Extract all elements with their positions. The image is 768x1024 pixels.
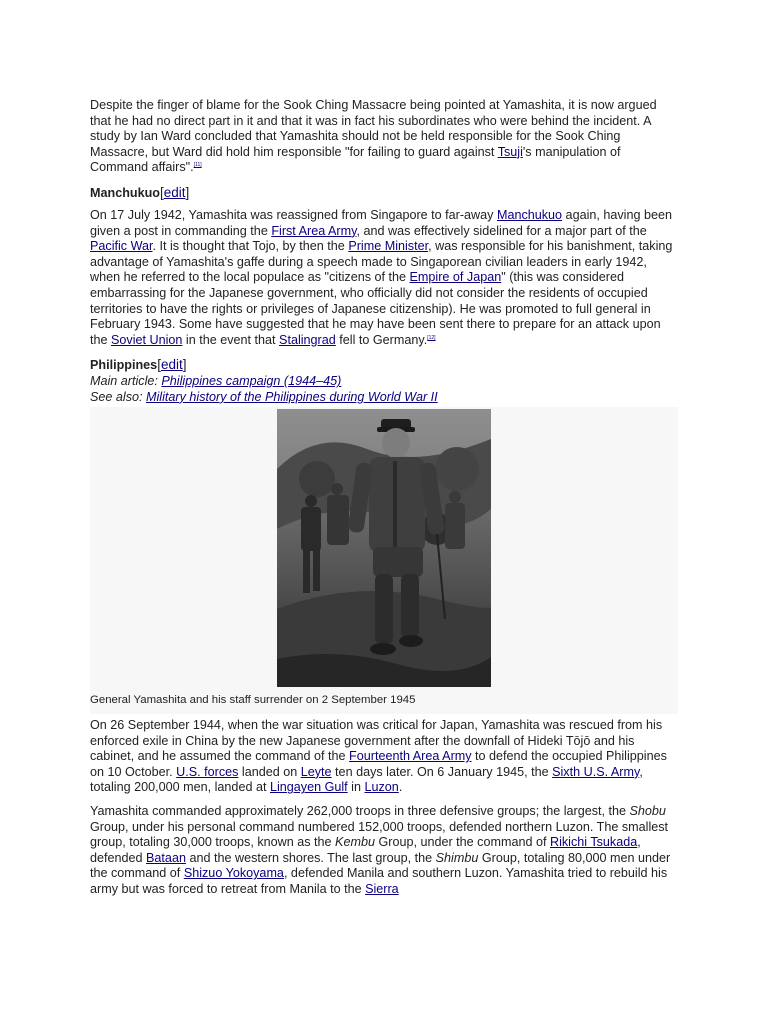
text-run: On 26 September 1944, when the war situation was critical for Japan, Yamashita was rescued from his enforced exile in China by the new Japanese government after the downfall of Hideki Tōjō and his cabinet, and he assumed the command of the	[90, 718, 663, 764]
text-run: and the western shores. The last group, the	[185, 850, 436, 865]
see-also-note	[90, 390, 680, 406]
link-first-area-army[interactable]: First Area Army	[271, 223, 357, 238]
heading-text: Manchukuo	[90, 185, 160, 200]
text-run: , totaling 200,000 men, landed at	[90, 764, 643, 795]
text-run: in	[347, 780, 365, 795]
yamashita-surrender-photo[interactable]	[277, 409, 491, 687]
text-run: Despite the finger of blame for the Sook Ching Massacre being pointed at Yamashita, it is now argued that he had no direct part in it and that it was in fact his subordinates who were behind the incident. A study by Ian Ward concluded that Yamashita should not be held responsible for the Sook Ching Massacre, but Ward did hold him responsible "for failing to guard against	[90, 98, 657, 159]
link-empire-of-japan[interactable]: Empire of Japan	[409, 270, 502, 285]
text-run: Yamashita commanded approximately 262,000 troops in three defensive groups; the largest, the	[90, 804, 630, 819]
text-run: , defended	[90, 835, 641, 865]
link-bataan[interactable]: Bataan	[146, 850, 186, 865]
text-run: in the event that	[182, 332, 280, 347]
edit-link-philippines[interactable]: edit	[160, 357, 183, 373]
text-run: landed on	[238, 764, 301, 779]
link-luzon[interactable]: Luzon	[364, 780, 399, 795]
edit-section	[160, 185, 189, 200]
heading-manchukuo	[90, 184, 680, 202]
link-philippines-campaign[interactable]: Philippines campaign (1944–45)	[161, 374, 342, 389]
link-us-forces[interactable]: U.S. forces	[176, 764, 239, 779]
link-shizuo-yokoyama[interactable]: Shizuo Yokoyama	[183, 866, 284, 881]
link-sixth-us-army[interactable]: Sixth U.S. Army	[552, 764, 640, 779]
edit-link-manchukuo[interactable]: edit	[163, 184, 186, 200]
philippines-paragraph-1	[90, 718, 680, 796]
text-run: fell to Germany.	[335, 332, 428, 347]
text-run: , was responsible for his banishment, taking advantage of Yamashita's gaffe during a speech made to Singaporean civilian leaders in early 1942, when he referred to the local populace as "citizens of the	[90, 239, 673, 285]
main-article-note	[90, 374, 680, 390]
link-prime-minister[interactable]: Prime Minister	[348, 239, 429, 254]
link-stalingrad[interactable]: Stalingrad	[279, 332, 336, 347]
link-soviet-union[interactable]: Soviet Union	[111, 332, 183, 347]
link-rikichi-tsukada[interactable]: Rikichi Tsukada	[549, 835, 638, 850]
text-run: , defended Manila and southern Luzon. Yamashita tried to rebuild his army but was forced to retreat from Manila to the	[90, 866, 668, 897]
intro-paragraph	[90, 98, 680, 176]
bracket: ]	[182, 357, 187, 373]
link-tsuji[interactable]: Tsuji	[497, 144, 523, 159]
figure	[90, 407, 678, 715]
shobu-italic: Shobu	[629, 804, 666, 819]
text-run: Group, under the command of	[374, 835, 550, 850]
link-leyte[interactable]: Leyte	[300, 764, 332, 779]
text-run: On 17 July 1942, Yamashita was reassigned from Singapore to far-away	[90, 207, 497, 222]
text-run: again, having been given a post in commanding the	[90, 207, 672, 238]
text-run: , and was effectively sidelined for a major part of the	[356, 223, 647, 238]
text-run: to defend the occupied Philippines on 10 October.	[90, 749, 667, 779]
link-fourteenth-area-army[interactable]: Fourteenth Area Army	[349, 749, 472, 764]
link-sierra[interactable]: Sierra	[365, 882, 399, 897]
text-run: . It is thought that Tojo, by then the	[152, 239, 349, 254]
text-run: ten days later. On 6 January 1945, the	[331, 764, 553, 779]
link-lingayen-gulf[interactable]: Lingayen Gulf	[269, 780, 348, 795]
kembu-italic: Kembu	[335, 835, 375, 850]
text-run: Group, under his personal command numbered 152,000 troops, defended northern Luzon. The smallest group, totaling 30,000 troops, known as the	[90, 819, 669, 850]
heading-philippines	[90, 356, 680, 374]
shimbu-italic: Shimbu	[435, 850, 479, 865]
text-run: .	[398, 780, 403, 795]
bracket: ]	[185, 184, 190, 200]
article-body	[90, 98, 680, 906]
bracket: [	[159, 184, 164, 200]
citation-12[interactable]	[427, 335, 435, 341]
heading-text: Philippines	[90, 358, 158, 373]
figure-caption: General Yamashita and his staff surrender on 2 September 1945	[90, 693, 416, 706]
edit-section	[157, 357, 186, 372]
citation-link[interactable]: [11]	[193, 162, 202, 169]
citation-11[interactable]	[194, 162, 202, 168]
manchukuo-paragraph	[90, 208, 680, 348]
text-run: 's manipulation of Command affairs".	[90, 144, 621, 175]
bracket: [	[157, 357, 161, 373]
link-manchukuo[interactable]: Manchukuo	[496, 207, 563, 222]
philippines-paragraph-2	[90, 804, 680, 898]
citation-link[interactable]: [12]	[427, 334, 436, 341]
link-pacific-war[interactable]: Pacific War	[90, 239, 153, 254]
hatnote-label: See also:	[90, 389, 147, 404]
text-run: " (this was considered embarrassing for the Japanese government, who officially did not consider the residents of occupied territories to have the rights or privileges of Japanese citizenship). He was promoted to full general in February 1943. Some have suggested that he may have been sent there to prepare for an attack upon the	[90, 270, 661, 347]
text-run: Group, totaling 80,000 men under the command of	[90, 850, 671, 881]
hatnote-label: Main article:	[90, 374, 162, 389]
link-military-history-philippines[interactable]: Military history of the Philippines during World War II	[146, 389, 438, 404]
